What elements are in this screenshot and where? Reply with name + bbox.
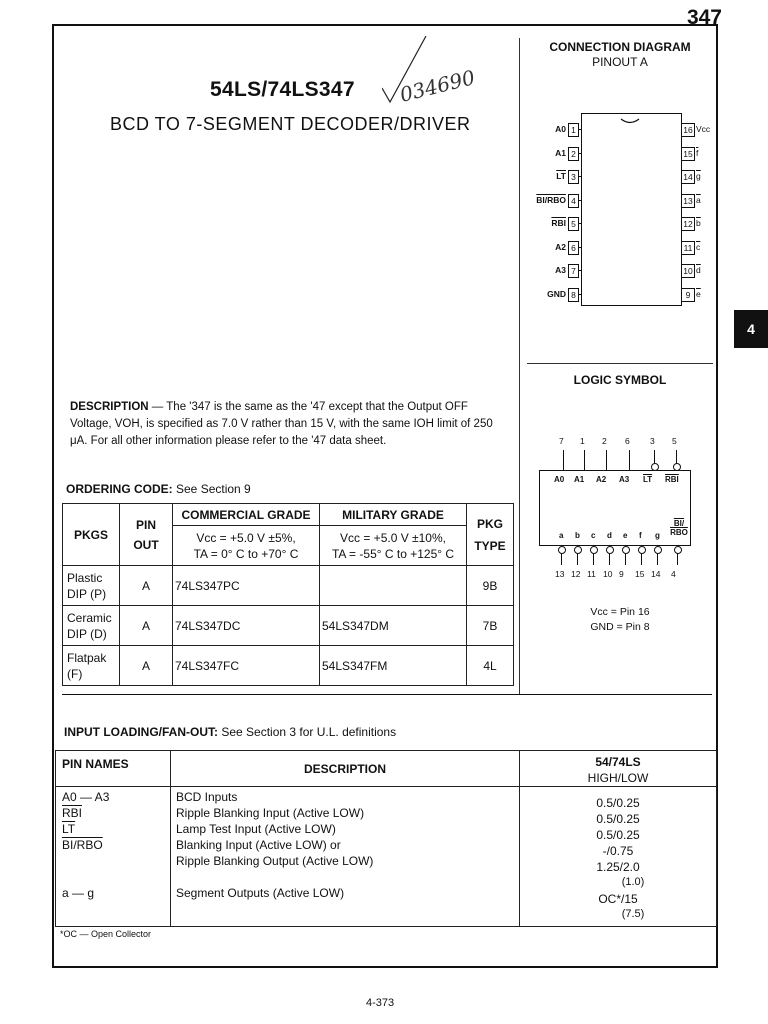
pin-description	[176, 870, 519, 886]
footnote: *OC — Open Collector	[60, 929, 152, 939]
header-pin-out: PIN OUT	[120, 504, 173, 566]
logic-output-line	[609, 553, 610, 565]
ordering-row	[63, 606, 514, 646]
pin-name: A0 — A3	[62, 790, 110, 804]
pin-number-left: 4	[568, 194, 579, 208]
pin-out-cell: A	[120, 646, 173, 686]
gnd-note: GND = Pin 8	[590, 621, 650, 633]
pin-description: Ripple Blanking Input (Active LOW)	[176, 806, 365, 820]
header-pkg-type: PKG TYPE	[467, 504, 514, 566]
logic-input-label: A1	[574, 475, 585, 484]
logic-top-pin-number: 1	[580, 436, 585, 446]
logic-output-bubble	[674, 546, 682, 554]
pin-number-left: 5	[568, 217, 579, 231]
pin-lead-left	[578, 294, 582, 295]
pin-label-right: Vcc	[696, 124, 711, 134]
pin-label-right: $\overline{g}$	[696, 171, 701, 181]
logic-bottom-pin-number: 10	[603, 569, 613, 579]
load-value: (7.5)	[621, 908, 645, 920]
military-part-cell: 54LS347FM	[320, 646, 467, 686]
ic-body	[581, 113, 682, 306]
load-value: 0.5/0.25	[596, 828, 640, 842]
header-family: 54/74LS HIGH/LOW	[520, 751, 717, 787]
logic-bottom-pin-number: 4	[671, 569, 676, 579]
pin-label-left: GND	[547, 288, 566, 299]
logic-output-line	[641, 553, 642, 565]
column-divider	[519, 38, 520, 694]
load-value: 0.5/0.25	[596, 796, 640, 810]
logic-bottom-pin-number: 11	[587, 569, 596, 579]
pin-number-right: 11	[681, 241, 695, 255]
logic-top-pin-number: 2	[602, 436, 607, 446]
logic-output-label: e	[623, 531, 628, 540]
package-type-cell: 7B	[467, 606, 514, 646]
pin-description: Lamp Test Input (Active LOW)	[176, 822, 336, 836]
pin-out-cell: A	[120, 566, 173, 606]
connection-diagram	[528, 110, 713, 310]
logic-input-label: A3	[619, 475, 630, 484]
logic-top-pin-number: 7	[559, 436, 564, 446]
pin-lead-left	[578, 200, 582, 201]
description-label: DESCRIPTION	[70, 401, 149, 413]
header-commercial: COMMERCIAL GRADE	[173, 504, 320, 526]
logic-input-line	[606, 450, 607, 470]
package-cell: Ceramic DIP (D)	[63, 606, 120, 646]
logic-output-label: d	[607, 531, 612, 540]
military-conditions: Vcc = +5.0 V ±10%, TA = -55° C to +125° C	[320, 526, 467, 566]
logic-bottom-pin-number: 9	[619, 569, 624, 579]
pin-label-right: $\overline{a}$	[696, 194, 701, 205]
input-loading-table	[55, 750, 717, 927]
logic-top-pin-number: 6	[625, 436, 630, 446]
handwritten-annotation	[382, 36, 522, 116]
pin-description: Segment Outputs (Active LOW)	[176, 886, 345, 900]
package-cell: Flatpak (F)	[63, 646, 120, 686]
pin-label-left: A2	[555, 241, 566, 252]
descriptions-cell	[171, 787, 520, 927]
pin-name: BI/RBO	[62, 838, 103, 852]
package-type-cell: 9B	[467, 566, 514, 606]
pin-lead-left	[578, 247, 582, 248]
pin-number-left: 6	[568, 241, 579, 255]
logic-output-bubble	[638, 546, 646, 554]
pin-number-right: 12	[681, 217, 695, 231]
logic-output-line	[677, 553, 678, 565]
ordering-table	[62, 503, 514, 686]
logic-input-line	[654, 450, 655, 464]
military-part-cell	[320, 566, 467, 606]
connection-diagram-title: CONNECTION DIAGRAM	[549, 40, 691, 54]
right-column-divider	[527, 363, 713, 364]
header-military: MILITARY GRADE	[320, 504, 467, 526]
logic-output-bubble	[590, 546, 598, 554]
logic-output-line	[657, 553, 658, 565]
logic-symbol-title: LOGIC SYMBOL	[573, 373, 667, 387]
pin-description: Ripple Blanking Output (Active LOW)	[176, 854, 374, 868]
logic-input-line	[629, 450, 630, 470]
pin-number-left: 7	[568, 264, 579, 278]
pin-label-right: $\overline{e}$	[696, 288, 701, 299]
pin-name: $\overline{RBI}$	[62, 806, 83, 820]
pin-number-right: 14	[681, 170, 695, 184]
commercial-conditions: Vcc = +5.0 V ±5%, TA = 0° C to +70° C	[173, 526, 320, 566]
package-type-cell: 4L	[467, 646, 514, 686]
pin-label-left: A0	[555, 124, 566, 134]
pin-name: $\overline{LT}$	[62, 822, 76, 836]
logic-input-label: $\overline{RBI}$	[665, 475, 679, 484]
header-pin-names: PIN NAMES	[56, 751, 171, 787]
pin-name	[62, 870, 170, 886]
logic-output-bubble	[574, 546, 582, 554]
pin-label-right: $\overline{c}$	[696, 241, 701, 252]
pin-out-cell: A	[120, 606, 173, 646]
ordering-code-heading	[66, 482, 251, 496]
pin-label-left: $\overline{RBI}$	[551, 218, 566, 228]
values-cell	[520, 787, 717, 927]
pin-number-left: 1	[568, 123, 579, 137]
section-tab: 4	[734, 310, 768, 348]
logic-output-label: f	[639, 531, 642, 540]
logic-input-label: $\overline{LT}$	[643, 475, 653, 484]
logic-bottom-pin-number: 15	[635, 569, 645, 579]
logic-output-label: c	[591, 531, 596, 540]
pin-label-left: A3	[555, 265, 566, 275]
logic-bottom-pin-number: 13	[555, 569, 565, 579]
logic-output-bubble	[606, 546, 614, 554]
logic-output-line	[625, 553, 626, 565]
pin-label-left: $\overline{LT}$	[556, 171, 566, 181]
logic-output-line	[593, 553, 594, 565]
handwritten-text: 034690	[397, 65, 478, 107]
pin-number-right: 9	[681, 288, 695, 302]
logic-output-label: b	[575, 531, 580, 540]
header-pkgs: PKGS	[63, 504, 120, 566]
commercial-part-cell: 74LS347PC	[173, 566, 320, 606]
pin-lead-left	[578, 176, 582, 177]
ordering-row	[63, 646, 514, 686]
ordering-row	[63, 566, 514, 606]
logic-symbol	[527, 432, 713, 582]
section-divider	[62, 694, 712, 695]
part-subtitle: BCD TO 7-SEGMENT DECODER/DRIVER	[110, 114, 471, 134]
pin-number-right: 10	[681, 264, 695, 278]
pin-label-right: $\overline{f}$	[696, 147, 699, 158]
pin-label-right: $\overline{b}$	[696, 218, 701, 228]
logic-input-line	[563, 450, 564, 470]
pin-description: Blanking Input (Active LOW) or	[176, 838, 341, 852]
pin-label-right: $\overline{d}$	[696, 265, 701, 275]
pin-lead-left	[578, 223, 582, 224]
pin-lead-left	[578, 129, 582, 130]
logic-input-line	[584, 450, 585, 470]
logic-bottom-pin-number: 14	[651, 569, 661, 579]
package-cell: Plastic DIP (P)	[63, 566, 120, 606]
part-title: 54LS/74LS347	[210, 78, 355, 101]
pin-description: BCD Inputs	[176, 790, 238, 804]
pin-number-right: 13	[681, 194, 695, 208]
loading-label: INPUT LOADING/FAN-OUT:	[64, 725, 218, 739]
pin-lead-left	[578, 153, 582, 154]
pin-names-cell	[56, 787, 171, 927]
load-value: -/0.75	[602, 844, 634, 858]
military-part-cell: 54LS347DM	[320, 606, 467, 646]
logic-output-label: g	[655, 531, 660, 540]
pin-label-left: BI/RBO	[536, 194, 566, 205]
pin-name	[62, 854, 170, 870]
pin1-notch	[620, 118, 640, 126]
header-description: DESCRIPTION	[171, 751, 520, 787]
logic-output-line	[577, 553, 578, 565]
ordering-text: See Section 9	[172, 482, 251, 496]
logic-output-label: a	[559, 531, 564, 540]
logic-bottom-pin-number: 12	[571, 569, 581, 579]
commercial-part-cell: 74LS347FC	[173, 646, 320, 686]
logic-output-bubble	[558, 546, 566, 554]
logic-top-pin-number: 5	[672, 436, 677, 446]
logic-top-pin-number: 3	[650, 436, 655, 446]
page-number: 347	[686, 6, 722, 29]
description-paragraph	[70, 399, 510, 450]
pin-number-left: 8	[568, 288, 579, 302]
pin-number-left: 2	[568, 147, 579, 161]
logic-output-bubble	[654, 546, 662, 554]
pin-lead-left	[578, 270, 582, 271]
commercial-part-cell: 74LS347DC	[173, 606, 320, 646]
logic-input-line	[676, 450, 677, 464]
load-value: OC*/15	[598, 892, 638, 906]
pin-number-right: 15	[681, 147, 695, 161]
pin-number-left: 3	[568, 170, 579, 184]
pin-label-left: A1	[555, 147, 566, 158]
vcc-note: Vcc = Pin 16	[590, 606, 650, 618]
input-loading-heading	[64, 725, 396, 739]
loading-text: See Section 3 for U.L. definitions	[218, 725, 397, 739]
load-value: (1.0)	[621, 876, 645, 888]
logic-input-label: A0	[554, 475, 565, 484]
pin-name: a — g	[62, 886, 95, 900]
logic-output-line	[561, 553, 562, 565]
ordering-label: ORDERING CODE:	[66, 482, 173, 496]
pin-number-right: 16	[681, 123, 695, 137]
pinout-label: PINOUT A	[592, 55, 648, 69]
load-value: 0.5/0.25	[596, 812, 640, 826]
description-text: — The '347 is the same as the '47 except that the Output OFF Voltage, VOH, is specified as 7.0 V rather than 15 V, with the same IOH limit of 250 μA. For all other information please refer to the '47 data sheet.	[70, 401, 493, 447]
logic-output-label: BI/ $\overline{RBO}$	[670, 519, 688, 537]
logic-input-label: A2	[596, 475, 607, 484]
logic-output-bubble	[622, 546, 630, 554]
load-value: 1.25/2.0	[596, 860, 640, 874]
page-footer: 4-373	[366, 997, 395, 1009]
